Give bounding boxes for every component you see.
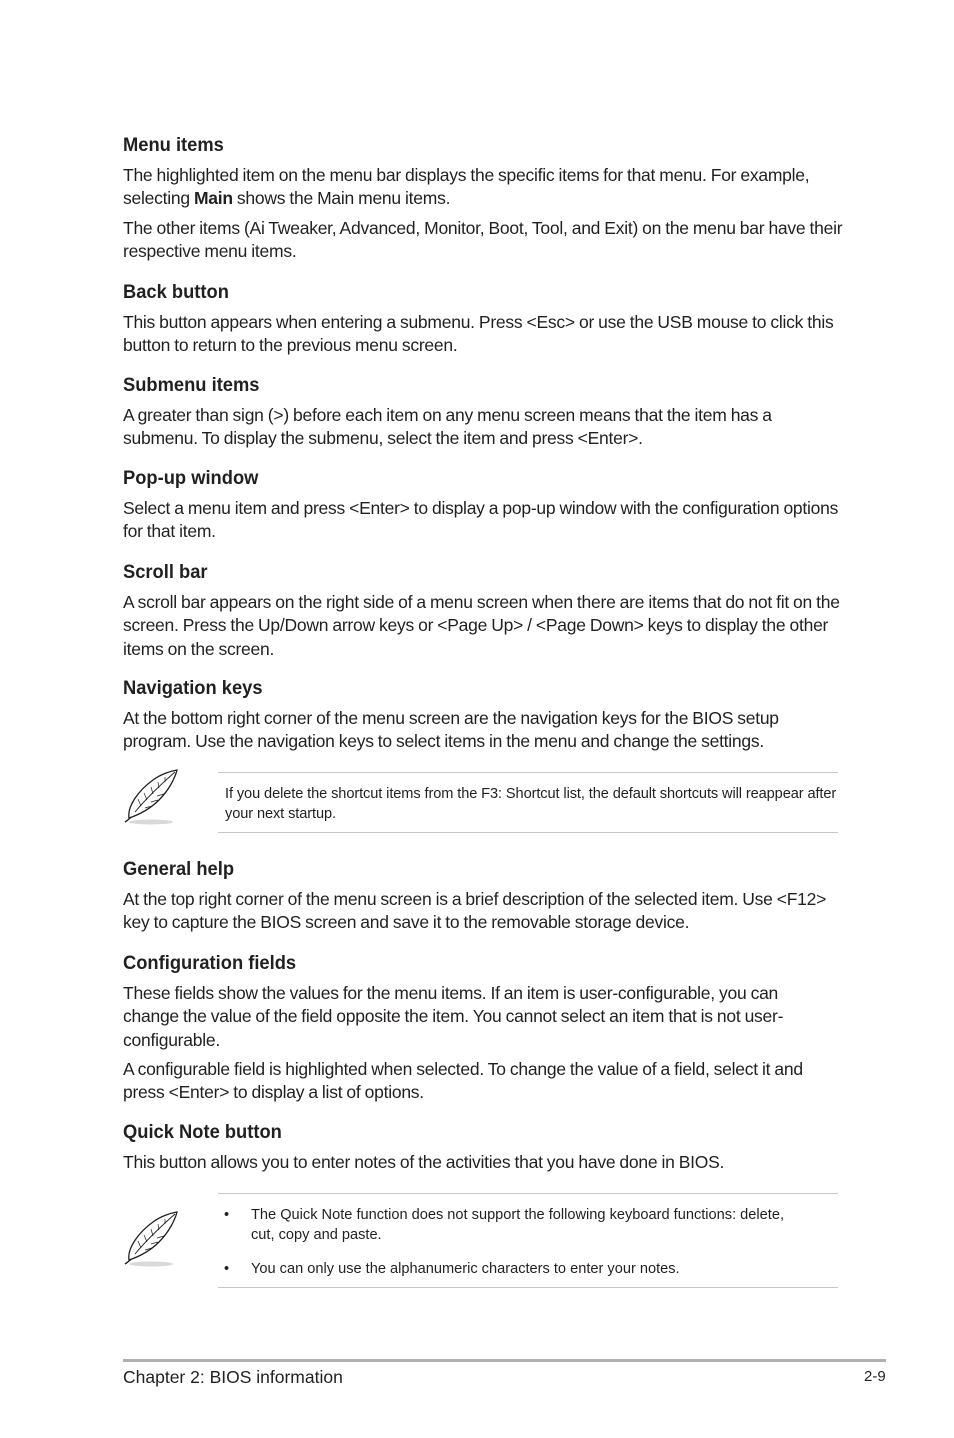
section-heading: Quick Note button	[123, 1121, 282, 1143]
section-paragraph	[123, 164, 843, 211]
list-item-text: You can only use the alphanumeric characters to enter your notes.	[251, 1261, 680, 1277]
page-number: 2-9	[864, 1368, 886, 1385]
list-item	[218, 1259, 838, 1279]
paragraph-bold-text: Main	[193, 188, 233, 209]
section-paragraph: A configurable field is highlighted when selected. To change the value of a field, select it and press <Enter> to display a list of options.	[123, 1058, 803, 1103]
section-general-help	[123, 857, 843, 941]
note-text: If you delete the shortcut items from the F3: Shortcut list, the default shortcuts will reappear after your next startup.	[225, 786, 837, 822]
footer-chapter-title: Chapter 2: BIOS information	[123, 1367, 343, 1387]
section-paragraph: At the bottom right corner of the menu screen are the navigation keys for the BIOS setup program. Use the navigation keys to select items in the menu and change the settings.	[123, 708, 779, 752]
section-heading: Pop-up window	[123, 467, 259, 489]
section-heading: Configuration fields	[123, 952, 297, 974]
paragraph-text: shows the Main menu items.	[232, 188, 451, 209]
section-scroll-bar	[123, 560, 843, 667]
bullet-icon: •	[224, 1207, 230, 1223]
list-item-text: The Quick Note function does not support the following keyboard functions: delete, cut, copy and paste.	[251, 1207, 784, 1243]
section-paragraph: A greater than sign (>) before each item on any menu screen means that the item has a submenu. To display the submenu, select the item and press <Enter>.	[123, 405, 772, 449]
footer-divider	[123, 1359, 886, 1362]
list-item	[218, 1205, 838, 1245]
paragraph-text: The highlighted item on the menu bar displays the specific items for that menu. For example, selecting	[123, 165, 810, 209]
note-box	[218, 1193, 838, 1288]
section-paragraph: This button allows you to enter notes of the activities that you have done in BIOS.	[123, 1152, 725, 1172]
section-paragraph: This button appears when entering a submenu. Press <Esc> or use the USB mouse to click this button to return to the previous menu screen.	[123, 312, 834, 356]
feather-quill-icon	[121, 1210, 181, 1273]
section-heading: Back button	[123, 281, 229, 303]
section-menu-items	[123, 133, 843, 269]
section-paragraph: The other items (Ai Tweaker, Advanced, Monitor, Boot, Tool, and Exit) on the menu bar have their respective menu items.	[123, 217, 843, 261]
section-configuration-fields	[123, 951, 843, 1110]
section-paragraph: These fields show the values for the menu items. If an item is user-configurable, you can change the value of the field opposite the item. You cannot select an item that is not user-configurable.	[123, 983, 784, 1050]
section-quick-note-button	[123, 1120, 843, 1180]
section-heading: General help	[123, 858, 235, 880]
bullet-icon: •	[224, 1261, 230, 1277]
section-heading: Navigation keys	[123, 677, 263, 699]
feather-quill-icon	[121, 768, 181, 831]
note-box	[218, 772, 838, 833]
section-submenu-items	[123, 373, 843, 457]
section-paragraph: At the top right corner of the menu screen is a brief description of the selected item. Use <F12> key to capture the BIOS screen and save it to the removable storage device.	[123, 889, 827, 933]
section-popup-window	[123, 466, 843, 550]
section-back-button	[123, 280, 843, 364]
section-heading: Menu items	[123, 134, 224, 156]
section-navigation-keys	[123, 676, 843, 760]
section-paragraph: Select a menu item and press <Enter> to display a pop-up window with the configuration options for that item.	[123, 498, 839, 542]
section-heading: Scroll bar	[123, 561, 208, 583]
section-heading: Submenu items	[123, 374, 260, 396]
section-paragraph: A scroll bar appears on the right side of a menu screen when there are items that do not fit on the screen. Press the Up/Down arrow keys or <Page Up> / <Page Down> keys to display the other items on the screen.	[123, 592, 840, 659]
